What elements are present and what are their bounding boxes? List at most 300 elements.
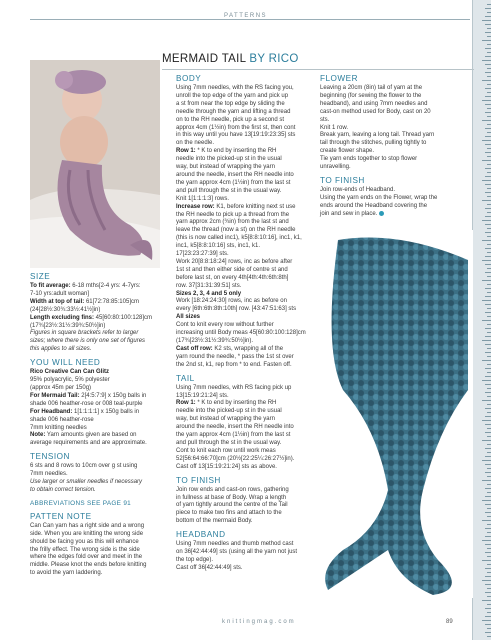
text-line: unravelling. xyxy=(320,164,351,171)
line-text: Cont to knit every row without further xyxy=(176,322,274,329)
line-text: 7mm knitting needles xyxy=(30,424,87,431)
text-line xyxy=(176,408,316,416)
ruler-tick xyxy=(485,128,491,129)
text-line: Using 7mm needles and thumb method cast xyxy=(176,541,294,548)
text-line xyxy=(176,243,316,251)
text-line: should be facing you as this will enhance xyxy=(30,538,139,545)
ruler-tick xyxy=(487,308,491,309)
right-column xyxy=(320,74,472,219)
ruler-tick xyxy=(487,244,491,245)
line-text: needle into the picked-up st in the usual xyxy=(176,408,282,415)
text-line xyxy=(176,393,316,401)
line-text: the 2nd st, k1, rep from * to end. Fasten off. xyxy=(176,361,292,368)
ruler-tick xyxy=(485,168,491,169)
line-text: the RH needle to pick up a thread from the xyxy=(176,211,290,218)
text-line xyxy=(176,416,316,424)
ruler-tick xyxy=(487,324,491,325)
ruler-tick xyxy=(485,296,491,297)
ruler-tick xyxy=(485,248,491,249)
line-text: Knit 1[1:1:1:3] rows. xyxy=(176,195,230,202)
ruler-tick xyxy=(485,16,491,17)
ruler-tick xyxy=(482,500,491,501)
ruler-tick xyxy=(485,608,491,609)
text-line xyxy=(176,322,316,330)
bold-lead: Increase row: xyxy=(176,203,215,210)
ruler-tick xyxy=(487,316,491,317)
text-line xyxy=(176,101,316,109)
line-text: Yarn amounts given are based on xyxy=(45,432,137,439)
ruler-tick xyxy=(487,68,491,69)
ruler-tick xyxy=(487,588,491,589)
ruler-tick xyxy=(487,44,491,45)
line-text: shade 006 heather-rose or 008 teal-purple xyxy=(30,400,143,407)
line-text: leave the thread (now a st) on the RH needle xyxy=(176,227,296,234)
ruler-tick xyxy=(487,228,491,229)
pattern-note-section xyxy=(30,523,158,578)
ruler-tick xyxy=(482,320,491,321)
text-line xyxy=(176,448,316,456)
text-line xyxy=(30,385,158,393)
text-line xyxy=(30,401,158,409)
ruler-tick xyxy=(485,424,491,425)
ruler-tick xyxy=(485,64,491,65)
ruler-tick xyxy=(487,452,491,453)
text-line xyxy=(30,409,158,417)
ruler-tick xyxy=(485,624,491,625)
text-line: headband), and using 7mm needles and xyxy=(320,100,428,107)
tension-note xyxy=(30,479,158,495)
abbreviations-link[interactable]: ABBREVIATIONS SEE PAGE 91 xyxy=(30,499,132,507)
ruler-tick xyxy=(485,112,491,113)
text-line xyxy=(176,354,316,362)
ruler-tick xyxy=(487,92,491,93)
text-line: Can Can yarn has a right side and a wrong xyxy=(30,522,145,529)
to-finish-instructions xyxy=(176,487,316,527)
ruler-tick xyxy=(485,576,491,577)
ruler-tick xyxy=(487,484,491,485)
line-text: (approx 45m per 150g) xyxy=(30,384,92,391)
text-line: this applies to all sizes. xyxy=(30,346,92,353)
bold-lead: All sizes xyxy=(176,314,201,321)
ruler-tick xyxy=(482,120,491,121)
text-line: sizes; where there is only one set of figures xyxy=(30,338,146,345)
ruler-tick xyxy=(485,232,491,233)
ruler-tick xyxy=(487,156,491,157)
text-line xyxy=(176,298,316,306)
text-line: beginning (for sewing the flower to the xyxy=(320,92,422,99)
line-text: * K to end by inserting the RH xyxy=(195,148,277,155)
text-line: Using the yarn ends on the Flower, wrap the xyxy=(320,194,438,201)
ruler-tick xyxy=(487,612,491,613)
ruler-tick xyxy=(487,4,491,5)
text-line: tail through the stitches, pulling tightly to xyxy=(320,140,427,147)
ruler-tick xyxy=(487,564,491,565)
text-line xyxy=(176,156,316,164)
ruler-tick xyxy=(485,328,491,329)
text-line xyxy=(30,323,158,331)
ruler-tick xyxy=(482,340,491,341)
text-line xyxy=(176,212,316,220)
ruler-tick xyxy=(487,164,491,165)
size-heading: SIZE xyxy=(30,272,51,281)
ruler-tick xyxy=(487,604,491,605)
tail-heading: TAIL xyxy=(176,373,195,383)
footer-url[interactable]: knittingmag.com xyxy=(222,619,296,625)
text-line: 7mm needles. xyxy=(30,471,68,478)
line-text: the yarn approx 4cm (1½in) from the last st xyxy=(176,432,291,439)
ruler-tick xyxy=(487,356,491,357)
ruler-tick xyxy=(487,348,491,349)
line-text: yarn round the needle, * pass the 1st st over xyxy=(176,353,294,360)
text-line: Join row ends and cast-on rows, gathering xyxy=(176,486,289,493)
ruler-tick xyxy=(485,512,491,513)
ruler-tick xyxy=(485,616,491,617)
text-line: Use larger or smaller needles if necessary xyxy=(30,479,143,486)
text-line xyxy=(176,275,316,283)
ruler-tick xyxy=(482,560,491,561)
text-line xyxy=(30,425,158,433)
ruler-tick xyxy=(482,620,491,621)
text-line: create flower shape. xyxy=(320,148,375,155)
ruler-tick xyxy=(485,56,491,57)
line-text: 1st st and then either side of centre st and xyxy=(176,266,288,273)
flower-instructions xyxy=(320,85,472,172)
body-instructions xyxy=(176,85,316,370)
ruler-tick xyxy=(487,148,491,149)
ruler-tick xyxy=(487,268,491,269)
text-line: 6 sts and 8 rows to 10cm over g st using xyxy=(30,463,138,470)
ruler-tick xyxy=(482,280,491,281)
line-text: 6-18 mths[2-4 yrs: 4-7yrs: xyxy=(70,283,141,289)
ruler-tick xyxy=(482,140,491,141)
line-text: and pull through the st in the usual way. xyxy=(176,439,282,446)
text-line xyxy=(176,172,316,180)
text-line xyxy=(30,299,158,307)
text-line: cast-on method used for Body, cast on 20 xyxy=(320,108,431,115)
ruler-tick xyxy=(487,516,491,517)
ruler-tick xyxy=(482,600,491,601)
text-line xyxy=(176,196,316,204)
size-note xyxy=(30,330,158,354)
ruler-tick xyxy=(487,532,491,533)
ruler-tick xyxy=(485,304,491,305)
ruler-tick xyxy=(487,84,491,85)
headband-instructions xyxy=(176,541,316,573)
bold-lead: For Mermaid Tail: xyxy=(30,392,80,399)
ruler-tick xyxy=(485,272,491,273)
ruler-tick xyxy=(485,504,491,505)
text-line: bottom of the mermaid Body. xyxy=(176,518,253,525)
text-line xyxy=(176,140,316,148)
text-line xyxy=(176,314,316,322)
text-line xyxy=(176,464,316,472)
line-text: 17[23:23:27:39] sts. xyxy=(176,251,229,258)
ruler-tick xyxy=(487,76,491,77)
text-line xyxy=(30,307,158,315)
text-line: the top edge). xyxy=(176,556,214,563)
line-text: in this way until you have 13[19:19:23:35] sts xyxy=(176,132,296,139)
bold-lead: To fit average: xyxy=(30,283,71,289)
ruler-tick xyxy=(482,20,491,21)
text-line xyxy=(176,362,316,370)
text-line: Cast off 36[42:44:49] sts. xyxy=(176,564,243,571)
text-line xyxy=(176,385,316,393)
line-text: row. 37[31:31:39:51] sts. xyxy=(176,282,242,289)
text-line xyxy=(30,377,158,385)
line-text: and pull through the st in the usual way. xyxy=(176,187,282,194)
ruler-tick xyxy=(487,492,491,493)
ruler-tick xyxy=(485,176,491,177)
ruler-tick xyxy=(485,184,491,185)
bold-lead: Sizes 2, 3, 4 and 5 only xyxy=(176,290,242,297)
ruler-tick xyxy=(485,536,491,537)
line-text: * K to end by inserting the RH xyxy=(195,400,277,407)
text-line xyxy=(176,259,316,267)
ruler-tick xyxy=(487,596,491,597)
ruler-tick xyxy=(485,592,491,593)
ruler-tick xyxy=(485,344,491,345)
ruler-tick xyxy=(487,508,491,509)
ruler-tick xyxy=(485,96,491,97)
tension-heading: TENSION xyxy=(30,452,70,462)
ruler-tick xyxy=(487,436,491,437)
text-line xyxy=(176,109,316,117)
line-text: (24[28½:30¾:33½:41½]in) xyxy=(30,306,101,313)
ruler-tick xyxy=(485,448,491,449)
size-section xyxy=(30,283,158,330)
line-text: 1[1:1:1:1] x 150g balls in xyxy=(72,408,140,415)
text-line xyxy=(176,117,316,125)
bold-lead: Width at top of tail: xyxy=(30,298,85,305)
text-line: in fullness at base of Body. Wrap a length xyxy=(176,494,287,501)
ruler-tick xyxy=(482,580,491,581)
line-text: 95% polyacrylic, 5% polyester xyxy=(30,377,110,384)
line-text: Work 20[8:8:18:24] rows, inc as before after xyxy=(176,258,293,265)
ruler-tick xyxy=(487,468,491,469)
ruler-tick xyxy=(485,384,491,385)
pattern-title-main: MERMAID TAIL xyxy=(162,53,246,65)
ruler-tick xyxy=(482,480,491,481)
to-finish-heading: TO FINISH xyxy=(176,475,221,485)
ruler-tick xyxy=(487,52,491,53)
flower-heading: FLOWER xyxy=(320,74,359,83)
text-line: Leaving a 20cm (8in) tail of yarn at the xyxy=(320,85,423,91)
text-line xyxy=(176,180,316,188)
ruler-tick xyxy=(485,456,491,457)
ruler-tick xyxy=(482,160,491,161)
baby-illustration xyxy=(30,60,160,268)
ruler-tick xyxy=(485,224,491,225)
text-line xyxy=(176,306,316,314)
ruler-tick xyxy=(485,24,491,25)
bold-lead: Row 1: xyxy=(176,148,196,155)
text-line: to obtain correct tension. xyxy=(30,486,96,493)
ruler-tick xyxy=(485,144,491,145)
ruler-tick xyxy=(487,276,491,277)
ruler-tick xyxy=(482,440,491,441)
ruler-tick xyxy=(487,444,491,445)
line-text: Cont to knit each row until work meas xyxy=(176,447,276,454)
bold-lead: For Headband: xyxy=(30,408,73,415)
text-line: Figures in square brackets refer to larger xyxy=(30,330,139,337)
ruler-tick xyxy=(487,196,491,197)
line-text: needle through the yarn and lifting a thread xyxy=(176,108,291,115)
ruler-tick xyxy=(487,404,491,405)
ruler-tick xyxy=(482,360,491,361)
finish-heading: TO FINISH xyxy=(320,175,365,185)
ruler-tick xyxy=(487,212,491,213)
text-line xyxy=(176,267,316,275)
line-text: (this is now called inc1), k5[8:8:10:16], inc1, k1, xyxy=(176,235,302,242)
text-line: ends around the Headband covering the xyxy=(320,202,428,209)
ruler-tick xyxy=(485,8,491,9)
ruler-tick xyxy=(485,568,491,569)
ruler-tick xyxy=(487,204,491,205)
ruler-tick xyxy=(487,524,491,525)
line-text: needle into the picked-up st in the usual xyxy=(176,156,282,163)
line-text: (17¾[23½:31½:39¾:50½]in). xyxy=(176,338,254,344)
text-line: sts. xyxy=(320,116,330,123)
ruler-tick xyxy=(487,388,491,389)
text-line xyxy=(30,291,158,299)
pattern-note-heading: PATTEN NOTE xyxy=(30,511,92,521)
ruler-tick xyxy=(482,60,491,61)
line-text: the yarn approx 4cm (1½in) from the last st xyxy=(176,179,291,186)
ruler-tick xyxy=(487,332,491,333)
text-line xyxy=(30,440,158,448)
line-text: yarn approx 2cm (¾in) from the last st and xyxy=(176,219,289,226)
text-line: Join row-ends of Headband. xyxy=(320,186,396,193)
ruler-tick xyxy=(487,132,491,133)
ruler-tick xyxy=(487,172,491,173)
line-text: 2[4:5:7:9] x 150g balls in xyxy=(79,392,147,399)
line-text: before last st, on every 4th[4th:4th:6th:8th] xyxy=(176,274,289,281)
text-line xyxy=(30,432,158,440)
text-line xyxy=(176,291,316,299)
ruler-tick xyxy=(487,548,491,549)
ruler-tick xyxy=(482,180,491,181)
ruler-tick xyxy=(485,192,491,193)
end-bullet-icon xyxy=(379,211,384,216)
ruler-tick xyxy=(482,220,491,221)
ruler-tick xyxy=(482,200,491,201)
pattern-title xyxy=(162,53,474,65)
ruler-tick xyxy=(487,572,491,573)
text-line xyxy=(176,456,316,464)
line-text: Work [18:24:24:30] rows, inc as before on xyxy=(176,298,287,305)
ruler-tick xyxy=(485,632,491,633)
line-text: increasing until Body meas 45[60:80:100:128]cm xyxy=(176,330,306,337)
ruler-tick xyxy=(482,80,491,81)
tail-instructions xyxy=(176,385,316,472)
text-line xyxy=(30,393,158,401)
ruler-tick xyxy=(487,36,491,37)
tension-section xyxy=(30,463,158,479)
ruler-tick xyxy=(485,432,491,433)
line-text: approx 4cm (1½in) from the first st, then cont xyxy=(176,124,296,131)
ruler-tick xyxy=(487,284,491,285)
ruler-tick xyxy=(485,136,491,137)
text-line xyxy=(176,440,316,448)
ruler-tick xyxy=(487,636,491,637)
text-line xyxy=(176,283,316,291)
line-text: 13[15:19:21:24] sts. xyxy=(176,392,229,399)
ruler-tick xyxy=(482,300,491,301)
text-line xyxy=(176,330,316,338)
ruler-tick xyxy=(487,556,491,557)
header-rule xyxy=(30,19,470,20)
line-text: around the needle, insert the RH needle into xyxy=(176,171,294,178)
text-line: of yarn tightly around the centre of the Tail xyxy=(176,502,288,509)
line-text: inc1, k5[8:8:10:16] sts, inc1, k1. xyxy=(176,243,261,250)
line-text: shade 006 heather-rose xyxy=(30,416,94,423)
ruler-tick xyxy=(485,464,491,465)
you-will-need-heading: YOU WILL NEED xyxy=(30,358,101,368)
ruler-tick xyxy=(487,372,491,373)
ruler-tick xyxy=(485,312,491,313)
line-text: Using 7mm needles, with the RS facing you, xyxy=(176,85,294,91)
ruler-tick xyxy=(485,216,491,217)
ruler-tick xyxy=(487,628,491,629)
line-text: average requirements and are approximate. xyxy=(30,440,147,447)
text-line: the frilly effect. The wrong side is the side xyxy=(30,546,140,553)
ruler-tick xyxy=(485,472,491,473)
body-heading: BODY xyxy=(176,74,202,83)
text-line xyxy=(30,417,158,425)
text-line: on 36[42:44:49] sts (using all the yarn not just xyxy=(176,549,298,556)
line-text: unroll the top edge of the yarn and pick up xyxy=(176,92,289,99)
ruler-tick xyxy=(487,476,491,477)
ruler-tick xyxy=(487,396,491,397)
text-line: side. When you are knitting the wrong side xyxy=(30,530,144,537)
tail-photo xyxy=(318,230,473,598)
text-line: Break yarn, leaving a long tail. Thread yarn xyxy=(320,132,435,139)
text-line xyxy=(176,219,316,227)
text-line xyxy=(30,283,158,291)
ruler-tick xyxy=(487,428,491,429)
ruler-tick xyxy=(485,376,491,377)
ruler-tick xyxy=(482,540,491,541)
ruler-tick xyxy=(487,108,491,109)
baby-photo xyxy=(30,60,160,268)
bold-lead: Cast off row: xyxy=(176,345,213,352)
line-text: every [6th:6th:8th:10th] row. [43:47:51:63] sts xyxy=(176,306,297,313)
text-line xyxy=(176,188,316,196)
text-line xyxy=(176,227,316,235)
text-line: Tie yarn ends together to stop flower xyxy=(320,156,418,163)
headband-heading: HEADBAND xyxy=(176,530,226,540)
ruler-tick xyxy=(482,240,491,241)
ruler-tick xyxy=(485,528,491,529)
ruler-tick xyxy=(485,352,491,353)
bold-lead: Row 1: xyxy=(176,400,196,407)
ruler-tick xyxy=(485,408,491,409)
text-line xyxy=(176,424,316,432)
ruler-tick xyxy=(482,40,491,41)
text-line xyxy=(176,125,316,133)
line-text: K1, before knitting next st use xyxy=(214,203,296,210)
ruler-tick xyxy=(482,260,491,261)
line-text: Using 7mm needles, with RS facing pick up xyxy=(176,384,292,391)
ruler-tick xyxy=(487,252,491,253)
measuring-ruler xyxy=(472,0,491,640)
ruler-tick xyxy=(482,380,491,381)
ruler-tick xyxy=(487,124,491,125)
ruler-tick xyxy=(485,544,491,545)
ruler-tick xyxy=(485,32,491,33)
text-line xyxy=(30,315,158,323)
ruler-tick xyxy=(485,104,491,105)
